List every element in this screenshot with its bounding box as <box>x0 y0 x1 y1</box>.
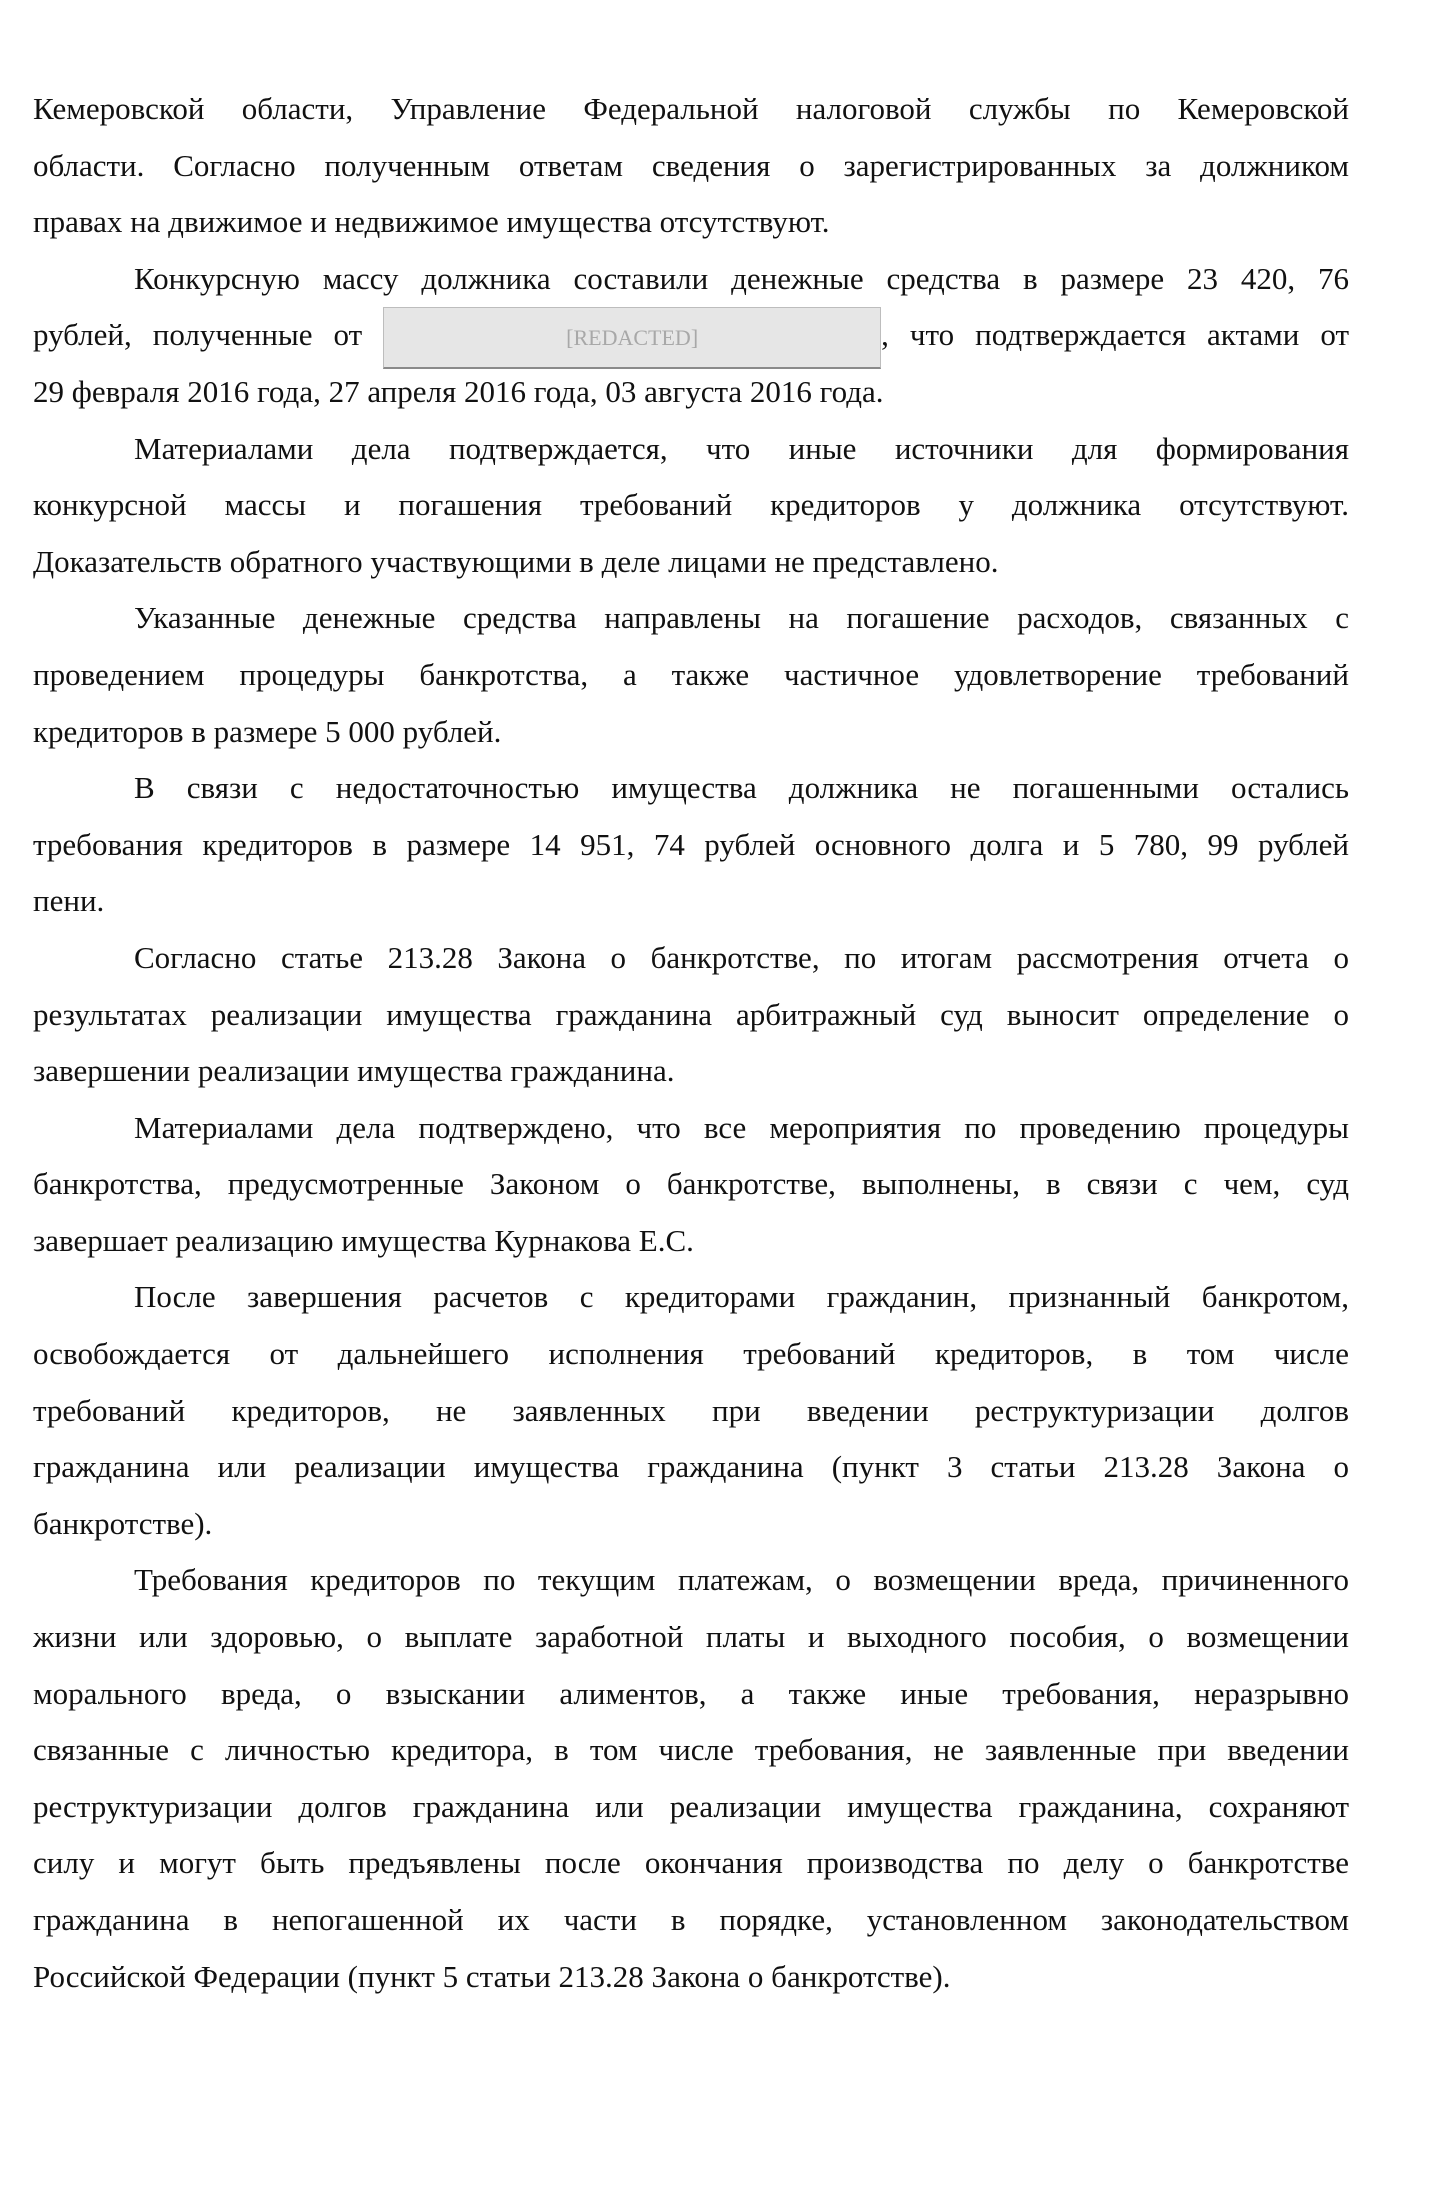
line-text: Указанные денежные средства направлены на погашение расходов, связанных с <box>134 600 1349 636</box>
document-page <box>33 81 1349 2005</box>
text-line <box>33 477 1349 534</box>
line-text: Доказательств обратного участвующими в деле лицами не представлено. <box>33 543 999 579</box>
text-line <box>33 1666 1349 1723</box>
text-line <box>33 1722 1349 1779</box>
text-line <box>33 421 1349 478</box>
line-text: правах на движимое и недвижимое имущества отсутствуют. <box>33 204 830 240</box>
text-line <box>33 1949 1349 2006</box>
line-text: Согласно статье 213.28 Закона о банкротстве, по итогам рассмотрения отчета о <box>134 939 1349 975</box>
text-line <box>33 364 1349 421</box>
line-text: конкурсной массы и погашения требований кредиторов у должника отсутствуют. <box>33 487 1349 523</box>
line-text: Материалами дела подтверждается, что иные источники для формирования <box>134 430 1349 466</box>
line-text: В связи с недостаточностью имущества должника не погашенными остались <box>134 770 1349 806</box>
line-text: банкротства, предусмотренные Законом о банкротстве, выполнены, в связи с чем, суд <box>33 1166 1349 1202</box>
text-line <box>33 138 1349 195</box>
text-line <box>33 817 1349 874</box>
text-line <box>33 1496 1349 1553</box>
text-line <box>33 307 1349 364</box>
line-text: связанные с личностью кредитора, в том числе требования, не заявленные при введении <box>33 1732 1349 1768</box>
line-text: жизни или здоровью, о выплате заработной платы и выходного пособия, о возмещении <box>33 1619 1349 1655</box>
text-line <box>33 590 1349 647</box>
line-text: Кемеровской области, Управление Федеральной налоговой службы по Кемеровской <box>33 91 1349 126</box>
text-line <box>33 1043 1349 1100</box>
line-text: результатах реализации имущества гражданина арбитражный суд выносит определение о <box>33 996 1349 1032</box>
text-line <box>33 647 1349 704</box>
text-line <box>33 534 1349 591</box>
line-text: завершении реализации имущества гражданина. <box>33 1053 675 1089</box>
line-text: гражданина или реализации имущества гражданина (пункт 3 статьи 213.28 Закона о <box>33 1449 1349 1485</box>
line-text: 29 февраля 2016 года, 27 апреля 2016 года, 03 августа 2016 года. <box>33 373 884 409</box>
paragraph <box>33 81 1349 251</box>
text-line <box>33 1892 1349 1949</box>
line-text: рублей, полученные от [REDACTED] , что подтверждается актами от <box>33 307 1349 369</box>
text-line <box>33 873 1349 930</box>
line-text: требований кредиторов, не заявленных при введении реструктуризации долгов <box>33 1392 1349 1428</box>
text-line <box>33 1439 1349 1496</box>
line-text: кредиторов в размере 5 000 рублей. <box>33 713 502 749</box>
line-text: пени. <box>33 883 105 919</box>
text-line <box>33 930 1349 987</box>
line-text: Материалами дела подтверждено, что все мероприятия по проведению процедуры <box>134 1109 1349 1145</box>
text-line <box>33 1326 1349 1383</box>
paragraph <box>33 590 1349 760</box>
redaction-box: [REDACTED] <box>383 307 881 369</box>
line-text: требования кредиторов в размере 14 951, 74 рублей основного долга и 5 780, 99 рублей <box>33 826 1349 862</box>
text-line <box>33 704 1349 761</box>
text-line <box>33 1269 1349 1326</box>
text-line <box>33 1552 1349 1609</box>
text-line <box>33 1100 1349 1157</box>
paragraph <box>33 251 1349 421</box>
text-line <box>33 1383 1349 1440</box>
line-text: После завершения расчетов с кредиторами гражданин, признанный банкротом, <box>134 1279 1349 1315</box>
text-line <box>33 987 1349 1044</box>
text-line <box>33 81 1349 138</box>
paragraph <box>33 1100 1349 1270</box>
text-line <box>33 1835 1349 1892</box>
line-text: морального вреда, о взыскании алиментов, а также иные требования, неразрывно <box>33 1675 1349 1711</box>
line-text: реструктуризации долгов гражданина или реализации имущества гражданина, сохраняют <box>33 1788 1349 1824</box>
line-text: области. Согласно полученным ответам сведения о зарегистрированных за должником <box>33 147 1349 183</box>
line-text: проведением процедуры банкротства, а также частичное удовлетворение требований <box>33 656 1349 692</box>
text-line <box>33 760 1349 817</box>
line-text: освобождается от дальнейшего исполнения требований кредиторов, в том числе <box>33 1336 1349 1372</box>
line-text: банкротстве). <box>33 1505 213 1541</box>
paragraph <box>33 421 1349 591</box>
paragraph <box>33 1269 1349 1552</box>
text-line <box>33 1779 1349 1836</box>
text-line <box>33 1156 1349 1213</box>
line-text: Конкурсную массу должника составили денежные средства в размере 23 420, 76 <box>134 260 1349 296</box>
line-text: гражданина в непогашенной их части в порядке, установленном законодательством <box>33 1902 1349 1937</box>
paragraph <box>33 760 1349 930</box>
line-text: Российской Федерации (пункт 5 статьи 213.28 Закона о банкротстве). <box>33 1958 951 1994</box>
text-line <box>33 194 1349 251</box>
text-line <box>33 251 1349 308</box>
text-line <box>33 1213 1349 1270</box>
line-text: силу и могут быть предъявлены после окончания производства по делу о банкротстве <box>33 1845 1349 1881</box>
line-text: завершает реализацию имущества Курнакова Е.С. <box>33 1222 694 1258</box>
paragraph <box>33 1552 1349 2005</box>
paragraph <box>33 930 1349 1100</box>
text-line <box>33 1609 1349 1666</box>
line-text: Требования кредиторов по текущим платежам, о возмещении вреда, причиненного <box>134 1562 1349 1598</box>
